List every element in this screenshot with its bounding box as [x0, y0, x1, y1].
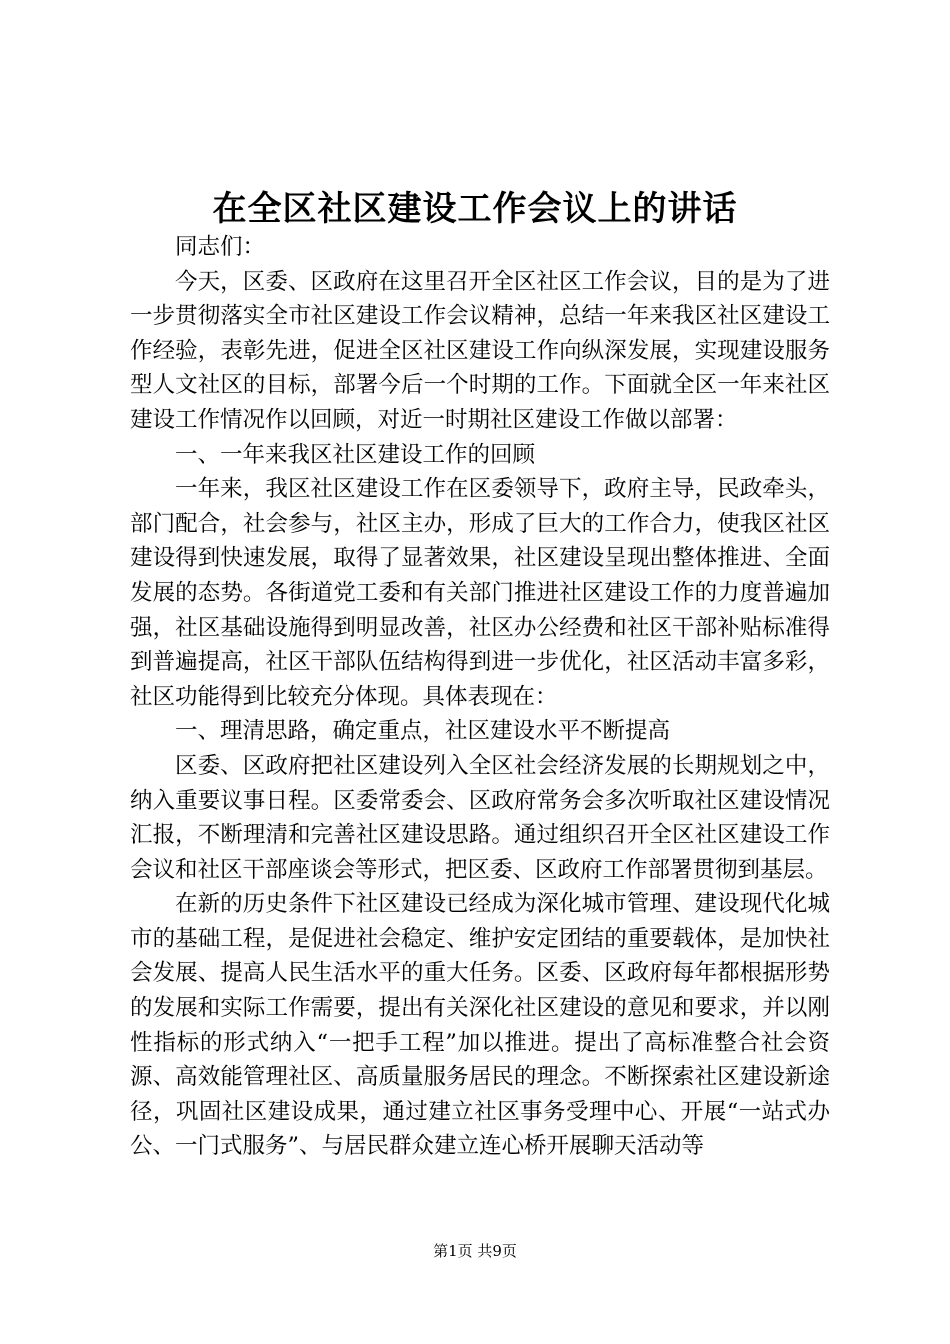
subsection-heading: 一、理清思路，确定重点，社区建设水平不断提高 [175, 718, 671, 745]
planning-paragraph: 区委、区政府把社区建设列入全区社会经济发展的长期规划之中，纳入重要议事日程。区委常委会、区政府常务会多次听取社区建设情况汇报，不断理清和完善社区建设思路。通过组织召开全区社区建设工作会议和社区干部座谈会等形式，把区委、区政府工作部署贯彻到基层。 [130, 752, 830, 883]
document-body [130, 230, 830, 1164]
conditions-paragraph: 在新的历史条件下社区建设已经成为深化城市管理、建设现代化城市的基础工程，是促进社会稳定、维护安定团结的重要载体，是加快社会发展、提高人民生活水平的重大任务。区委、区政府每年都根据形势的发展和实际工作需要，提出有关深化社区建设的意见和要求，并以刚性指标的形式纳入“一把手工程”加以推进。提出了高标准整合社会资源、高效能管理社区、高质量服务居民的理念。不断探索社区建设新途径，巩固社区建设成果，通过建立社区事务受理中心、开展“一站式办公、一门式服务”、与居民群众建立连心桥开展聊天活动等 [130, 891, 830, 1160]
review-paragraph: 一年来，我区社区建设工作在区委领导下，政府主导，民政牵头，部门配合，社会参与，社区主办，形成了巨大的工作合力，使我区社区建设得到快速发展，取得了显著效果，社区建设呈现出整体推进、全面发展的态势。各街道党工委和有关部门推进社区建设工作的力度普遍加强，社区基础设施得到明显改善，社区办公经费和社区干部补贴标准得到普遍提高，社区干部队伍结构得到进一步优化，社区活动丰富多彩，社区功能得到比较充分体现。具体表现在： [130, 476, 830, 710]
intro-paragraph: 今天，区委、区政府在这里召开全区社区工作会议，目的是为了进一步贯彻落实全市社区建设工作会议精神，总结一年来我区社区建设工作经验，表彰先进，促进全区社区建设工作向纵深发展，实现建设服务型人文社区的目标，部署今后一个时期的工作。下面就全区一年来社区建设工作情况作以回顾，对近一时期社区建设工作做以部署： [130, 268, 830, 433]
section-heading: 一、一年来我区社区建设工作的回顾 [175, 441, 536, 468]
document-title: 在全区社区建设工作会议上的讲话 [212, 189, 738, 229]
page-number-footer: 第1页 共9页 [433, 1242, 517, 1260]
salutation-paragraph: 同志们： [175, 234, 266, 260]
